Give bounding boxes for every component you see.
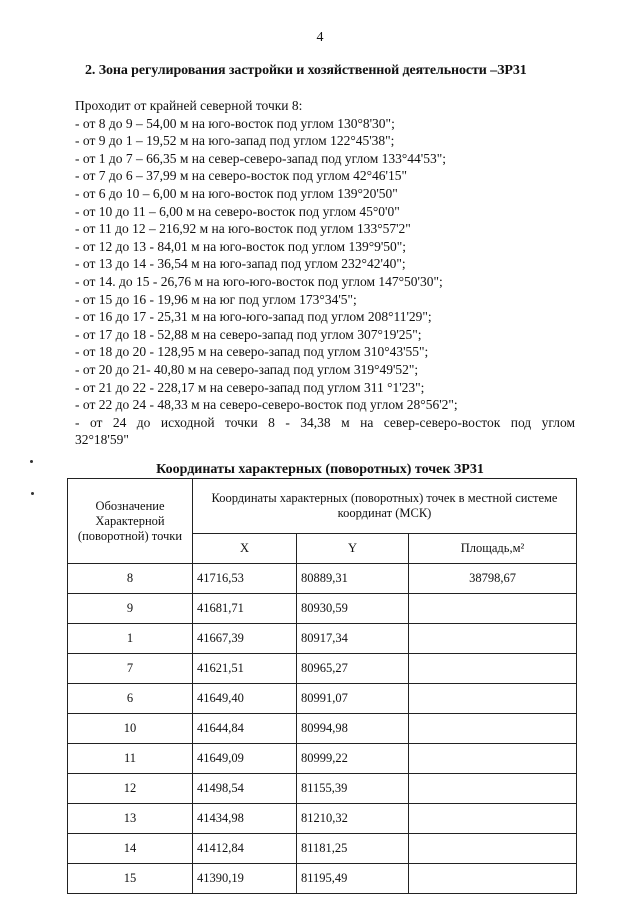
boundary-segment: - от 7 до 6 – 37,99 м на северо-восток под углом 42°46'15" bbox=[75, 168, 407, 184]
scan-speck bbox=[31, 492, 34, 495]
page-number: 4 bbox=[316, 30, 324, 45]
y-cell: 80965,27 bbox=[297, 654, 409, 684]
y-cell: 81155,39 bbox=[297, 774, 409, 804]
header-coordinates: Координаты характерных (поворотных) точек в местной системе координат (МСК) bbox=[193, 479, 577, 534]
boundary-segment: - от 24 до исходной точки 8 - 34,38 м на север-северо-восток под углом bbox=[75, 414, 575, 430]
header-y: Y bbox=[297, 534, 409, 564]
boundary-segment: - от 16 до 17 - 25,31 м на юго-юго-запад под углом 208°11'29"; bbox=[75, 309, 432, 325]
x-cell: 41681,71 bbox=[193, 594, 297, 624]
boundary-description bbox=[75, 97, 585, 449]
area-cell bbox=[409, 624, 577, 654]
boundary-segment: - от 9 до 1 – 19,52 м на юго-запад под углом 122°45'38"; bbox=[75, 133, 395, 149]
y-cell: 80994,98 bbox=[297, 714, 409, 744]
x-cell: 41649,40 bbox=[193, 684, 297, 714]
area-cell bbox=[409, 804, 577, 834]
table-row bbox=[68, 714, 577, 744]
boundary-segment: - от 12 до 13 - 84,01 м на юго-восток под углом 139°9'50"; bbox=[75, 238, 407, 254]
table-row bbox=[68, 864, 577, 894]
y-cell: 81181,25 bbox=[297, 834, 409, 864]
boundary-segment: - от 21 до 22 - 228,17 м на северо-запад под углом 311 °1'23"; bbox=[75, 379, 425, 395]
area-cell: 38798,67 bbox=[409, 564, 577, 594]
area-cell bbox=[409, 594, 577, 624]
y-cell: 81210,32 bbox=[297, 804, 409, 834]
y-cell: 80930,59 bbox=[297, 594, 409, 624]
area-cell bbox=[409, 774, 577, 804]
boundary-segment: - от 8 до 9 – 54,00 м на юго-восток под углом 130°8'30"; bbox=[75, 115, 395, 131]
x-cell: 41390,19 bbox=[193, 864, 297, 894]
boundary-segment: - от 6 до 10 – 6,00 м на юго-восток под углом 139°20'50" bbox=[75, 185, 398, 201]
table-caption: Координаты характерных (поворотных) точек ЗР31 bbox=[156, 462, 484, 477]
area-cell bbox=[409, 834, 577, 864]
boundary-segment: 32°18'59" bbox=[75, 432, 129, 448]
area-cell bbox=[409, 654, 577, 684]
table-row bbox=[68, 684, 577, 714]
x-cell: 41649,09 bbox=[193, 744, 297, 774]
boundary-segment: - от 11 до 12 – 216,92 м на юго-восток под углом 133°57'2" bbox=[75, 221, 411, 237]
table-row bbox=[68, 624, 577, 654]
y-cell: 80999,22 bbox=[297, 744, 409, 774]
boundary-segment: - от 15 до 16 - 19,96 м на юг под углом 173°34'5"; bbox=[75, 291, 357, 307]
header-x: X bbox=[193, 534, 297, 564]
table-row bbox=[68, 654, 577, 684]
x-cell: 41412,84 bbox=[193, 834, 297, 864]
boundary-segment: - от 1 до 7 – 66,35 м на север-северо-запад под углом 133°44'53"; bbox=[75, 150, 446, 166]
point-cell: 14 bbox=[68, 834, 193, 864]
x-cell: 41498,54 bbox=[193, 774, 297, 804]
table-row bbox=[68, 744, 577, 774]
table-row bbox=[68, 564, 577, 594]
area-cell bbox=[409, 714, 577, 744]
boundary-segment: - от 18 до 20 - 128,95 м на северо-запад под углом 310°43'55"; bbox=[75, 344, 429, 360]
table-row bbox=[68, 834, 577, 864]
point-cell: 1 bbox=[68, 624, 193, 654]
boundary-segment: - от 13 до 14 - 36,54 м на юго-запад под углом 232°42'40"; bbox=[75, 256, 406, 272]
header-area: Площадь,м² bbox=[409, 534, 577, 564]
section-title: 2. Зона регулирования застройки и хозяйственной деятельности –ЗР31 bbox=[85, 63, 527, 78]
boundary-segment: - от 17 до 18 - 52,88 м на северо-запад под углом 307°19'25"; bbox=[75, 326, 422, 342]
point-cell: 11 bbox=[68, 744, 193, 774]
y-cell: 80917,34 bbox=[297, 624, 409, 654]
x-cell: 41667,39 bbox=[193, 624, 297, 654]
y-cell: 80889,31 bbox=[297, 564, 409, 594]
boundary-segment: - от 22 до 24 - 48,33 м на северо-северо-восток под углом 28°56'2"; bbox=[75, 397, 458, 413]
point-cell: 12 bbox=[68, 774, 193, 804]
point-cell: 7 bbox=[68, 654, 193, 684]
x-cell: 41716,53 bbox=[193, 564, 297, 594]
coordinates-table bbox=[67, 478, 577, 894]
point-cell: 13 bbox=[68, 804, 193, 834]
boundary-segment: - от 14. до 15 - 26,76 м на юго-юго-восток под углом 147°50'30"; bbox=[75, 273, 443, 289]
point-cell: 10 bbox=[68, 714, 193, 744]
boundary-segment: - от 10 до 11 – 6,00 м на северо-восток под углом 45°0'0" bbox=[75, 203, 400, 219]
point-cell: 9 bbox=[68, 594, 193, 624]
y-cell: 80991,07 bbox=[297, 684, 409, 714]
boundary-segment: - от 20 до 21- 40,80 м на северо-запад под углом 319°49'52"; bbox=[75, 361, 419, 377]
x-cell: 41644,84 bbox=[193, 714, 297, 744]
table-body bbox=[68, 564, 577, 894]
x-cell: 41434,98 bbox=[193, 804, 297, 834]
y-cell: 81195,49 bbox=[297, 864, 409, 894]
point-cell: 8 bbox=[68, 564, 193, 594]
intro-heading: Проходит от крайней северной точки 8: bbox=[75, 98, 303, 113]
point-cell: 15 bbox=[68, 864, 193, 894]
table-row bbox=[68, 594, 577, 624]
area-cell bbox=[409, 744, 577, 774]
x-cell: 41621,51 bbox=[193, 654, 297, 684]
area-cell bbox=[409, 684, 577, 714]
table-row bbox=[68, 804, 577, 834]
area-cell bbox=[409, 864, 577, 894]
table-row bbox=[68, 774, 577, 804]
header-point: Обозначение Характерной (поворотной) точки bbox=[68, 479, 193, 564]
point-cell: 6 bbox=[68, 684, 193, 714]
